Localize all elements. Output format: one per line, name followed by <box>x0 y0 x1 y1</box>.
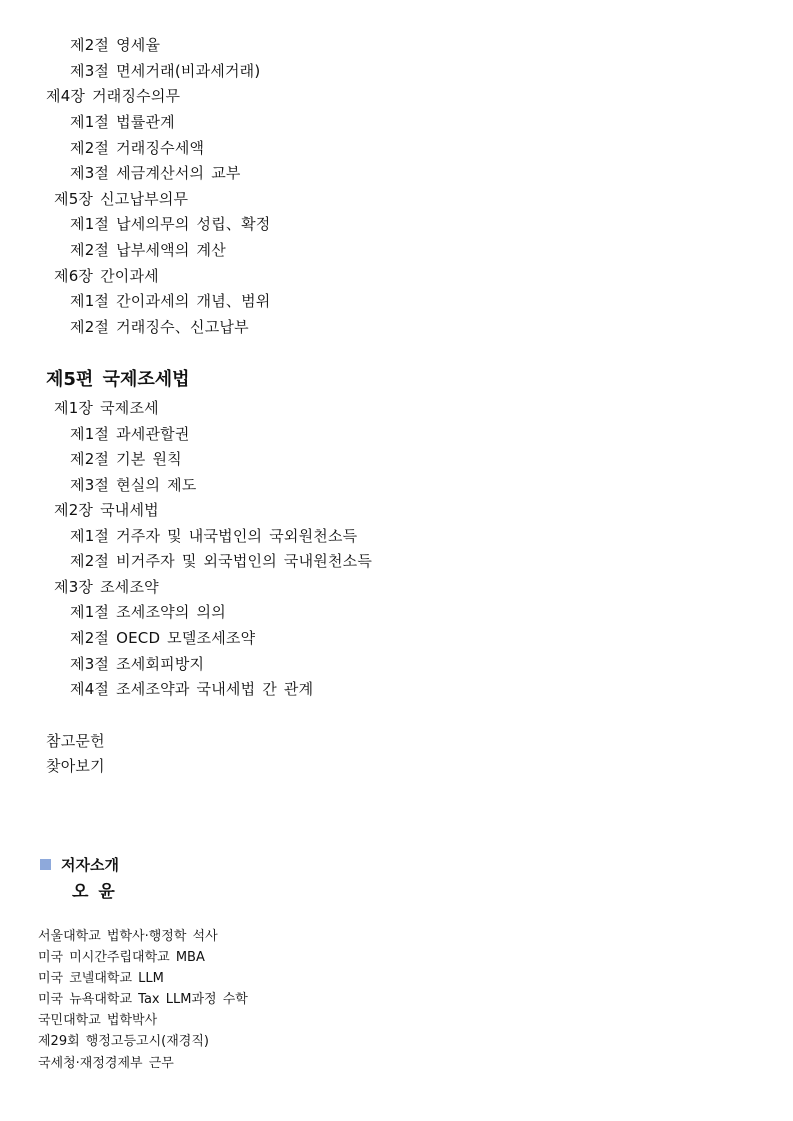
author-bio-education-msu: 미국 미시간주립대학교 MBA <box>38 950 205 965</box>
toc-chapter-5: 제5장 신고납부의무 <box>54 190 189 208</box>
author-bio-education-kookmin: 국민대학교 법학박사 <box>38 1013 158 1028</box>
toc-p5-ch1-section-2: 제2절 기본 원칙 <box>70 450 182 468</box>
author-heading <box>40 853 119 875</box>
toc-p5-ch3-section-3: 제3절 조세회피방지 <box>70 655 205 673</box>
toc-ch5-section-1: 제1절 납세의무의 성립、확정 <box>70 215 271 233</box>
toc-ch4-section-2: 제2절 거래징수세액 <box>70 139 205 157</box>
author-name: 오 윤 <box>72 882 117 902</box>
toc-p5-ch2-section-2: 제2절 비거주자 및 외국법인의 국내원천소득 <box>70 552 373 570</box>
toc-part-5-title: 제5편 국제조세법 <box>46 369 190 390</box>
toc-index: 찾아보기 <box>46 757 105 775</box>
square-bullet-icon <box>40 859 51 870</box>
toc-p5-ch1-section-3: 제3절 현실의 제도 <box>70 476 197 494</box>
toc-ch4-section-1: 제1절 법률관계 <box>70 113 175 131</box>
toc-p5-ch2-section-1: 제1절 거주자 및 내국법인의 국외원천소득 <box>70 527 358 545</box>
toc-section-3-exempt: 제3절 면세거래(비과세거래) <box>70 62 261 80</box>
author-bio-civil-exam: 제29회 행정고등고시(재경직) <box>38 1034 209 1049</box>
toc-p5-ch3-section-2: 제2절 OECD 모델조세조약 <box>70 629 256 647</box>
author-bio-education-nyu: 미국 뉴욕대학교 Tax LLM과정 수학 <box>38 992 248 1007</box>
toc-section-2-zero-rate: 제2절 영세율 <box>70 36 161 54</box>
toc-ch6-section-1: 제1절 간이과세의 개념、범위 <box>70 292 271 310</box>
toc-references: 참고문헌 <box>46 732 105 750</box>
author-bio-education-snu: 서울대학교 법학사·행정학 석사 <box>38 929 218 944</box>
toc-ch6-section-2: 제2절 거래징수、신고납부 <box>70 318 249 336</box>
toc-ch5-section-2: 제2절 납부세액의 계산 <box>70 241 226 259</box>
toc-ch4-section-3: 제3절 세금계산서의 교부 <box>70 164 241 182</box>
toc-p5-ch3-section-4: 제4절 조세조약과 국내세법 간 관계 <box>70 680 314 698</box>
toc-p5-chapter-2: 제2장 국내세법 <box>54 501 159 519</box>
toc-p5-chapter-1: 제1장 국제조세 <box>54 399 159 417</box>
author-bio-education-cornell: 미국 코넬대학교 LLM <box>38 971 164 986</box>
author-bio-career: 국세청·재정경제부 근무 <box>38 1056 174 1071</box>
toc-chapter-6: 제6장 간이과세 <box>54 267 159 285</box>
toc-p5-ch1-section-1: 제1절 과세관할권 <box>70 425 190 443</box>
author-heading-label: 저자소개 <box>61 855 119 874</box>
toc-chapter-4: 제4장 거래징수의무 <box>46 87 181 105</box>
toc-p5-chapter-3: 제3장 조세조약 <box>54 578 159 596</box>
toc-p5-ch3-section-1: 제1절 조세조약의 의의 <box>70 603 226 621</box>
